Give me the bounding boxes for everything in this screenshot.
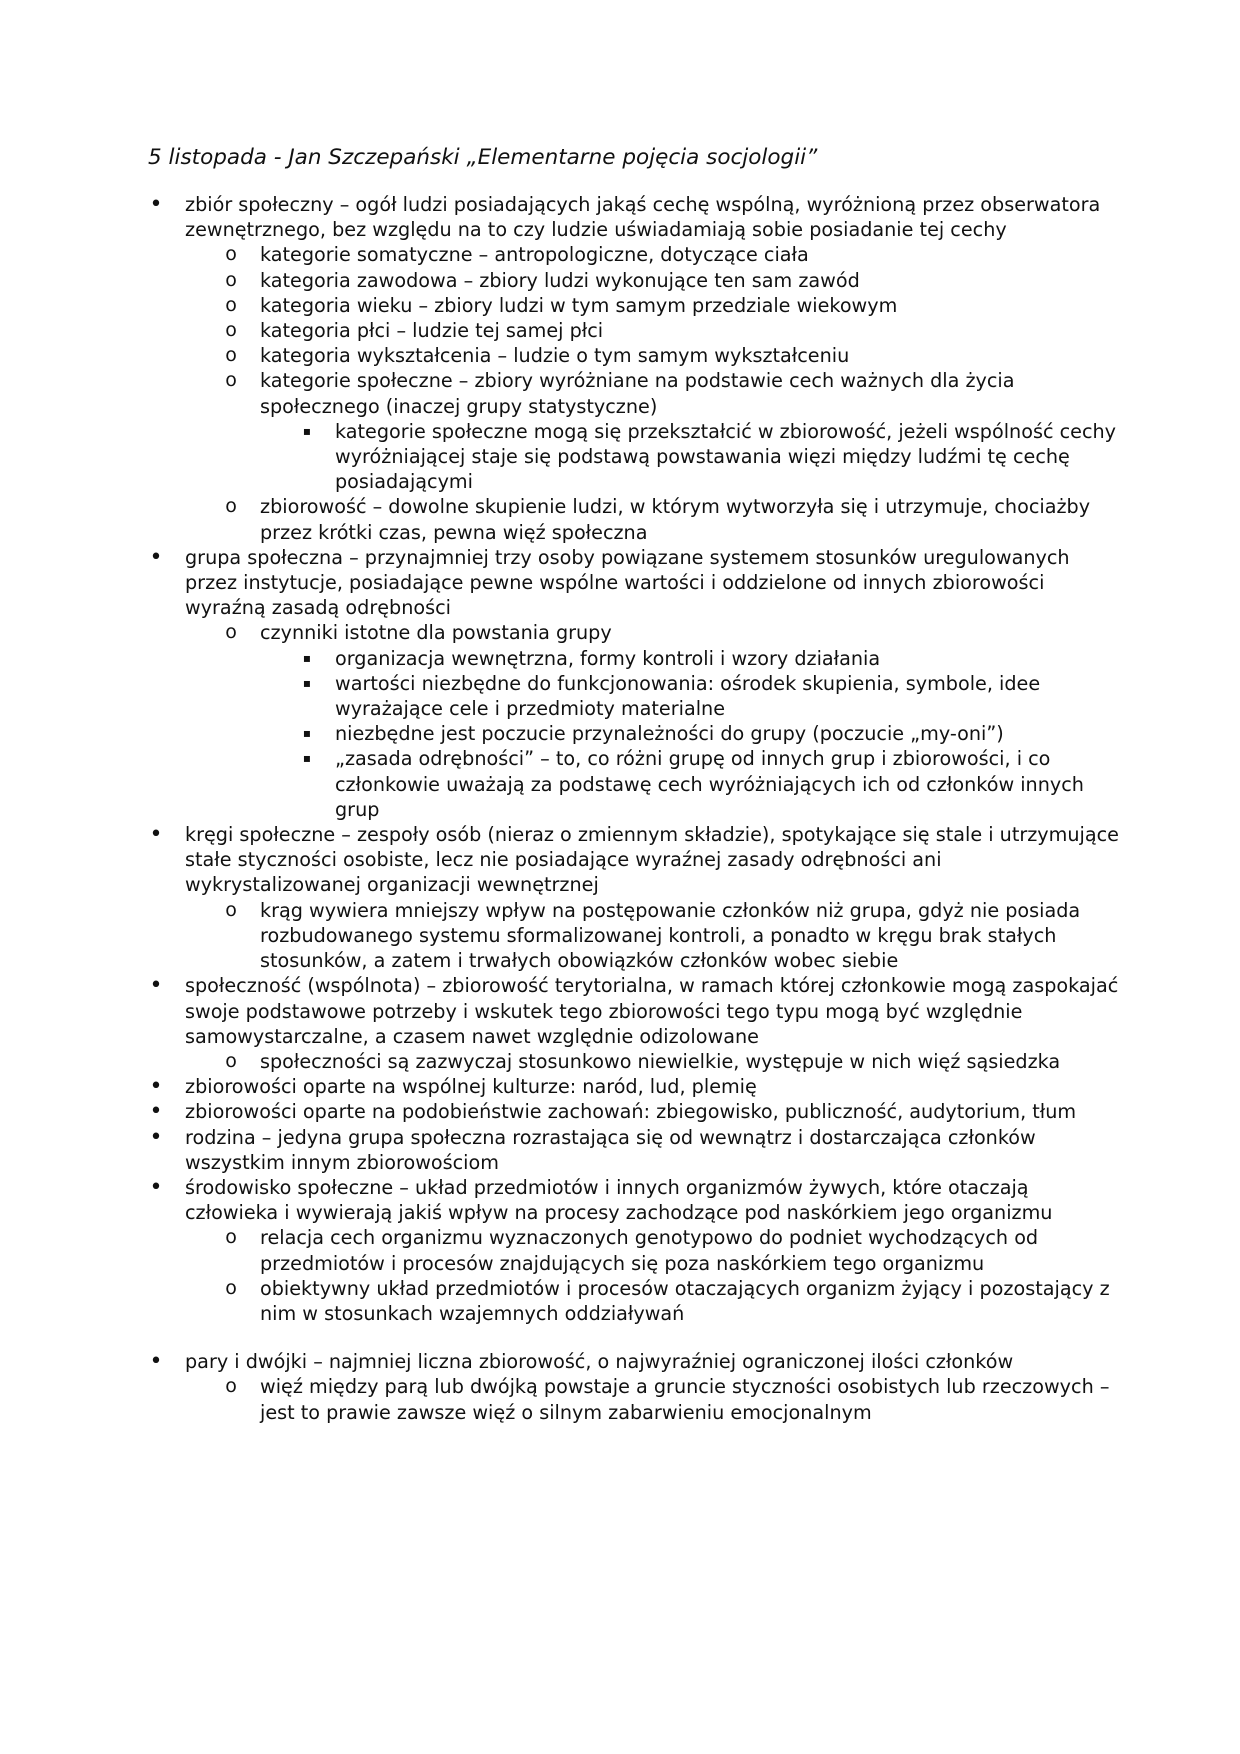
list-item [148,822,1120,898]
item-text: kategoria zawodowa – zbiory ludzi wykonujące ten sam zawód [260,268,860,292]
circle-bullet-icon: o [225,495,237,518]
item-text: grupa społeczna – przynajmniej trzy osoby powiązane systemem stosunków uregulowanych przez instytucje, posiadające pewne wspólne wartości i oddzielone od innych zbiorowości wyraźną zasadą odrębności [185,545,1070,620]
item-text: kategorie społeczne – zbiory wyróżniane na podstawie cech ważnych dla życia społecznego (inaczej grupy statystyczne) [260,369,1015,418]
item-text: kategoria wieku – zbiory ludzi w tym samym przedziale wiekowym [260,293,898,317]
bullet-icon: • [149,1349,163,1375]
bullet-icon: • [149,1099,163,1125]
item-text: kategoria wykształcenia – ludzie o tym samym wykształceniu [260,344,850,368]
item-text: organizacja wewnętrzna, formy kontroli i wzory działania [335,646,881,670]
bullet-icon: • [149,1124,163,1150]
list-item [148,268,1120,293]
list-item [148,1099,1120,1124]
item-text: społeczność (wspólnota) – zbiorowość terytorialna, w ramach której członkowie mogą zaspokajać swoje podstawowe potrzeby i wskutek tego zbiorowości tego typu mogą być względnie samowystarczalne, a czasem nawet względnie odizolowane [185,974,1119,1048]
square-bullet-icon: ▪ [302,650,312,665]
list-item [148,646,1120,671]
list-item [148,419,1120,495]
circle-bullet-icon: o [225,268,237,291]
list-item [148,1225,1120,1275]
item-text: relacja cech organizmu wyznaczonych genotypowo do podniet wychodzących od przedmiotów i procesów znajdujących się poza naskórkiem tego organizmu [260,1226,1039,1275]
item-text: kategorie somatyczne – antropologiczne, dotyczące ciała [260,243,809,267]
item-text: zbiorowość – dowolne skupienie ludzi, w którym wytworzyła się i utrzymuje, chociażby przez krótki czas, pewna więź społeczna [260,495,1091,544]
circle-bullet-icon: o [225,319,237,342]
outline-list [148,192,1120,1425]
list-item [148,1349,1120,1374]
item-text: czynniki istotne dla powstania grupy [260,621,612,645]
circle-bullet-icon: o [225,243,237,266]
item-text: zbiór społeczny – ogół ludzi posiadających jakąś cechę wspólną, wyróżnioną przez obserwatora zewnętrznego, bez względu na to czy ludzie uświadamiają sobie posiadanie tej cechy [185,193,1101,242]
item-text: zbiorowości oparte na wspólnej kulturze: naród, lud, plemię [185,1075,757,1099]
bullet-icon: • [149,1074,163,1100]
list-item [148,293,1120,318]
list-item [148,620,1120,645]
circle-bullet-icon: o [225,1226,237,1249]
bullet-icon: • [149,822,163,848]
list-item [148,368,1120,418]
item-text: obiektywny układ przedmiotów i procesów otaczających organizm żyjący i pozostający z nim w stosunkach wzajemnych oddziaływań [260,1276,1110,1325]
bullet-icon: • [149,973,163,999]
square-bullet-icon: ▪ [302,751,312,766]
item-text: kategoria płci – ludzie tej samej płci [260,319,604,343]
document-title: 5 listopada - Jan Szczepański „Elementarne pojęcia socjologii” [148,145,818,170]
square-bullet-icon: ▪ [302,423,312,438]
item-text: zbiorowości oparte na podobieństwie zachowań: zbiegowisko, publiczność, audytorium, tłum [185,1100,1077,1124]
circle-bullet-icon: o [225,369,237,392]
item-text: rodzina – jedyna grupa społeczna rozrastająca się od wewnątrz i dostarczająca członków wszystkim innym zbiorowościom [185,1125,1036,1174]
item-text: więź między parą lub dwójką powstaje a gruncie styczności osobistych lub rzeczowych – jest to prawie zawsze więź o silnym zabarwieniu emocjonalnym [260,1375,1110,1424]
list-item [148,1374,1120,1424]
circle-bullet-icon: o [225,621,237,644]
list-item [148,671,1120,721]
square-bullet-icon: ▪ [302,675,312,690]
list-item [148,746,1120,822]
list-item [148,494,1120,544]
list-item [148,898,1120,974]
list-item [148,318,1120,343]
circle-bullet-icon: o [225,293,237,316]
bullet-icon: • [149,544,163,570]
list-item [148,721,1120,746]
item-text: wartości niezbędne do funkcjonowania: ośrodek skupienia, symbole, idee wyrażające cele i przedmioty materialne [335,671,1041,721]
bullet-icon: • [149,1174,163,1200]
list-item [148,1074,1120,1099]
item-text: „zasada odrębności” – to, co różni grupę od innych grup i zbiorowości, i co członkowie uważają za podstawę cech wyróżniających ich od członków innych grup [335,747,1084,821]
bullet-icon: • [149,192,163,217]
list-item [148,1175,1120,1225]
list-item [148,1049,1120,1074]
circle-bullet-icon: o [225,1049,237,1072]
item-text: niezbędne jest poczucie przynależności do grupy (poczucie „my-oni”) [335,722,1004,746]
circle-bullet-icon: o [225,344,237,367]
list-item [148,192,1120,242]
item-text: pary i dwójki – najmniej liczna zbiorowość, o najwyraźniej ograniczonej ilości członków [185,1350,1014,1374]
list-item [148,973,1120,1049]
square-bullet-icon: ▪ [302,726,312,741]
item-text: kręgi społeczne – zespoły osób (nieraz o zmiennym składzie), spotykające się stale i utrzymujące stałe styczności osobiste, lecz nie posiadające wyraźnej zasady odrębności ani wykrystalizowanej organizacji wewnętrznej [185,823,1119,897]
circle-bullet-icon: o [225,898,237,921]
item-text: społeczności są zazwyczaj stosunkowo niewielkie, występuje w nich więź sąsiedzka [260,1049,1061,1073]
paragraph-spacer [148,1326,1120,1349]
circle-bullet-icon: o [225,1375,237,1398]
item-text: krąg wywiera mniejszy wpływ na postępowanie członków niż grupa, gdyż nie posiada rozbudowanego systemu sformalizowanej kontroli, a ponadto w kręgu brak stałych stosunków, a zatem i trwałych obowiązków członków wobec siebie [260,898,1081,973]
circle-bullet-icon: o [225,1276,237,1299]
list-item [148,242,1120,267]
item-text: kategorie społeczne mogą się przekształcić w zbiorowość, jeżeli wspólność cechy wyróżniającej staje się podstawą powstawania więzi między ludźmi tę cechę posiadającymi [335,419,1117,494]
item-text: środowisko społeczne – układ przedmiotów i innych organizmów żywych, które otaczają człowieka i wywierają jakiś wpływ na procesy zachodzące pod naskórkiem jego organizmu [185,1175,1053,1225]
list-item [148,1125,1120,1175]
list-item [148,343,1120,368]
list-item [148,545,1120,621]
list-item [148,1276,1120,1326]
